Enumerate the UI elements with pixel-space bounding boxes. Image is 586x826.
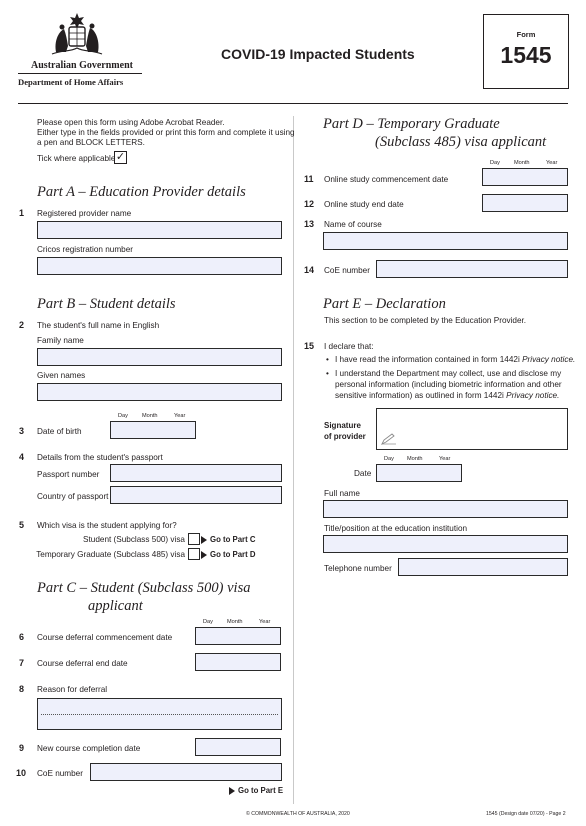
date-year-header: Year [439,456,451,462]
dob-year-header: Year [174,413,186,419]
question-number: 2 [19,320,25,330]
full-name-field-e[interactable] [323,500,568,518]
goto-part-c: Go to Part C [201,535,255,544]
position-field[interactable] [323,535,568,553]
deferral-reason-field[interactable] [37,698,282,730]
date-day-header: Day [384,456,394,462]
question-number: 8 [19,684,25,694]
coe-number-field-c[interactable] [90,763,282,781]
gov-name: Australian Government [31,60,133,71]
arrow-right-icon [201,536,207,544]
part-e-title: Part E – Declaration [323,296,446,312]
deferral-end-label: Course deferral end date [37,659,128,668]
dob-label: Date of birth [37,427,82,436]
tick-example-box [114,151,127,164]
date-month-header: Month [514,160,530,166]
visa-500-checkbox[interactable] [188,533,200,545]
form-label: Form [516,30,536,39]
page-title: COVID-19 Impacted Students [221,46,415,62]
page-info: 1545 (Design date 07/20) - Page 2 [486,811,566,817]
country-label: Country of passport [37,492,109,501]
arrow-right-icon [229,787,235,795]
study-start-field[interactable] [482,168,568,186]
declaration-line: personal information (including biometric information and other [335,380,562,389]
question-number: 13 [304,219,315,229]
sign-date-label: Date [354,469,372,478]
question-number: 1 [19,208,25,218]
cricos-number-field[interactable] [37,257,282,275]
provider-name-label: Registered provider name [37,209,132,218]
provider-name-field[interactable] [37,221,282,239]
date-year-header: Year [546,160,558,166]
goto-part-e: Go to Part E [229,786,283,795]
dob-month-header: Month [142,413,158,419]
part-c-title-line-2: applicant [88,598,143,614]
family-name-label: Family name [37,336,84,345]
visa-485-label: Temporary Graduate (Subclass 485) visa [36,550,185,559]
question-number: 11 [304,174,314,184]
dob-field[interactable] [110,421,196,439]
question-number: 3 [19,426,25,436]
tick-instruction: Tick where applicable [37,154,116,163]
declare-label: I declare that: [324,342,374,351]
question-number: 7 [19,658,25,668]
date-day-header: Day [203,619,213,625]
deferral-reason-label: Reason for deferral [37,685,108,694]
deferral-end-field[interactable] [195,653,281,671]
full-name-label: The student's full name in English [37,321,160,330]
deferral-start-field[interactable] [195,627,281,645]
phone-field[interactable] [398,558,568,576]
intro-line-1: Please open this form using Adobe Acrobat Reader. [37,118,225,127]
intro-line-3: a pen and BLOCK LETTERS. [37,138,145,147]
goto-part-d: Go to Part D [201,550,255,559]
course-name-label: Name of course [324,220,382,229]
dept-name: Department of Home Affairs [18,77,124,87]
study-start-label: Online study commencement date [324,175,449,184]
family-name-field[interactable] [37,348,282,366]
part-d-title-line-1: Part D – Temporary Graduate [323,116,500,132]
signature-box[interactable] [376,408,568,450]
check-icon: ✓ [115,151,126,163]
date-year-header: Year [259,619,271,625]
coat-of-arms-logo [50,12,104,56]
part-d-title-line-2: (Subclass 485) visa applicant [375,134,547,150]
declaration-item: • I have read the information contained in form 1442i Privacy notice. [335,355,575,365]
question-number: 6 [19,632,25,642]
question-number: 15 [304,341,315,351]
declaration-line: sensitive information) as outlined in form 1442i Privacy notice. [335,391,560,400]
declaration-item: • I understand the Department may collect, use and disclose my [335,369,561,379]
visa-485-checkbox[interactable] [188,548,200,560]
question-number: 9 [19,743,25,753]
form-number: 1545 [500,42,552,68]
question-number: 10 [16,768,27,778]
question-number: 5 [19,520,25,530]
coe-number-label: CoE number [37,769,83,778]
signature-label: Signature of provider [324,421,366,441]
sign-date-field[interactable] [376,464,462,482]
question-number: 4 [19,452,25,462]
position-label: Title/position at the education institution [324,524,468,533]
country-field[interactable] [110,486,282,504]
date-month-header: Month [407,456,423,462]
dob-day-header: Day [118,413,128,419]
question-number: 14 [304,265,315,275]
study-end-field[interactable] [482,194,568,212]
question-number: 12 [304,199,315,209]
date-day-header: Day [490,160,500,166]
intro-line-2: Either type in the fields provided or print this form and complete it using [37,128,295,137]
full-name-label-e: Full name [324,489,360,498]
passport-details-label: Details from the student's passport [37,453,163,462]
part-a-title: Part A – Education Provider details [37,184,246,200]
coe-number-field-d[interactable] [376,260,568,278]
part-b-title: Part B – Student details [37,296,176,312]
date-month-header: Month [227,619,243,625]
coe-number-label: CoE number [324,266,370,275]
part-c-title-line-1: Part C – Student (Subclass 500) visa [37,580,251,596]
completion-date-field[interactable] [195,738,281,756]
given-names-field[interactable] [37,383,282,401]
visa-question-label: Which visa is the student applying for? [37,521,177,530]
arrow-right-icon [201,551,207,559]
part-e-subtitle: This section to be completed by the Education Provider. [324,316,527,325]
column-divider [293,116,294,804]
study-end-label: Online study end date [324,200,404,209]
passport-number-label: Passport number [37,470,100,479]
phone-label: Telephone number [324,564,392,573]
completion-date-label: New course completion date [37,744,141,753]
course-name-field[interactable] [323,232,568,250]
pen-icon [381,433,397,445]
deferral-start-label: Course deferral commencement date [37,633,173,642]
form-number-box [483,14,569,89]
copyright: © COMMONWEALTH OF AUSTRALIA, 2020 [246,811,350,817]
given-names-label: Given names [37,371,86,380]
header-rule [18,103,568,104]
visa-500-label: Student (Subclass 500) visa [83,535,185,544]
passport-number-field[interactable] [110,464,282,482]
dotted-guide [41,714,278,715]
cricos-label: Cricos registration number [37,245,134,254]
header-divider [18,73,142,74]
